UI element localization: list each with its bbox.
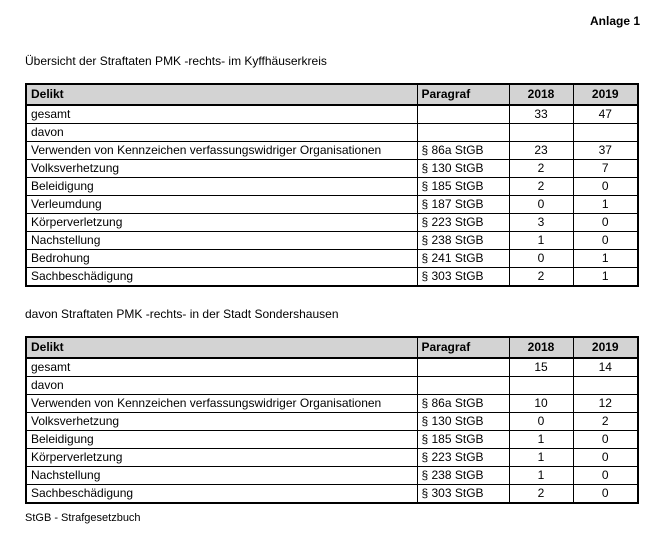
table-header [26,337,638,358]
annex-label: Anlage 1 [589,14,640,28]
table-cell: 0 [573,449,638,467]
header-row [26,337,638,358]
table-cell: 1 [509,232,573,250]
table-cell: § 223 StGB [417,449,509,467]
table-cell: 14 [573,358,638,377]
table-cell: § 223 StGB [417,214,509,232]
table-cell: § 130 StGB [417,413,509,431]
table-cell: Verwenden von Kennzeichen verfassungswidriger Organisationen [26,395,417,413]
table-cell: 0 [573,431,638,449]
table-cell: 0 [509,250,573,268]
table-row [26,160,638,178]
table-cell: § 185 StGB [417,431,509,449]
table-row [26,105,638,124]
table-cell [573,377,638,395]
table-body [26,358,638,503]
table-title-kyffhaeuserkreis: Übersicht der Straftaten PMK -rechts- im Kyffhäuserkreis [25,54,327,68]
table-cell: Bedrohung [26,250,417,268]
column-header: 2018 [509,84,573,105]
table-row [26,196,638,214]
table-cell: Körperverletzung [26,214,417,232]
table-cell: 10 [509,395,573,413]
column-header: Paragraf [417,337,509,358]
table-cell: § 86a StGB [417,142,509,160]
table-cell [417,105,509,124]
table-cell: 1 [509,467,573,485]
table-cell: 47 [573,105,638,124]
table-row [26,413,638,431]
table-cell: Nachstellung [26,467,417,485]
table-cell: 0 [573,467,638,485]
table-cell [573,124,638,142]
table-cell: 37 [573,142,638,160]
table-row [26,449,638,467]
column-header: Paragraf [417,84,509,105]
table-cell: 2 [573,413,638,431]
crime-table-kyffhaeuserkreis [25,83,639,287]
table-cell: 0 [573,485,638,504]
table-cell: Beleidigung [26,431,417,449]
table-cell [509,124,573,142]
table-cell: 0 [573,178,638,196]
table-cell: 0 [509,196,573,214]
table-cell: § 185 StGB [417,178,509,196]
table-row [26,268,638,287]
table-cell: davon [26,377,417,395]
table-cell: 23 [509,142,573,160]
table-cell: 0 [573,214,638,232]
table-cell: gesamt [26,358,417,377]
table-cell: Verleumdung [26,196,417,214]
table-row [26,431,638,449]
crime-table-sondershausen [25,336,639,504]
table-cell: Verwenden von Kennzeichen verfassungswidriger Organisationen [26,142,417,160]
table-cell: Beleidigung [26,178,417,196]
table-cell: § 303 StGB [417,485,509,504]
table-cell: 2 [509,485,573,504]
table-body [26,105,638,286]
table-row [26,178,638,196]
table-cell: Sachbeschädigung [26,485,417,504]
column-header: 2018 [509,337,573,358]
table-header [26,84,638,105]
table-cell: 0 [573,232,638,250]
table-cell: gesamt [26,105,417,124]
table-cell: Volksverhetzung [26,413,417,431]
table-row [26,485,638,504]
table-cell: Nachstellung [26,232,417,250]
table-cell: Sachbeschädigung [26,268,417,287]
table-cell: § 238 StGB [417,232,509,250]
table-row [26,142,638,160]
table-row [26,124,638,142]
table-cell: 1 [573,268,638,287]
column-header: Delikt [26,84,417,105]
table-cell: § 130 StGB [417,160,509,178]
table-cell: § 86a StGB [417,395,509,413]
table-row [26,395,638,413]
table-cell [417,377,509,395]
table-cell: 2 [509,160,573,178]
table-cell: 1 [509,431,573,449]
table-cell: 1 [573,250,638,268]
table-cell: Körperverletzung [26,449,417,467]
table-cell: § 238 StGB [417,467,509,485]
table-cell: 1 [509,449,573,467]
header-row [26,84,638,105]
table-row [26,214,638,232]
table-cell: 33 [509,105,573,124]
table-cell: 0 [509,413,573,431]
column-header: 2019 [573,337,638,358]
column-header: 2019 [573,84,638,105]
table-cell: 2 [509,268,573,287]
footnote-stgb: StGB - Strafgesetzbuch [25,512,141,524]
table-cell: davon [26,124,417,142]
table-row [26,232,638,250]
table-cell: 2 [509,178,573,196]
table-cell: § 241 StGB [417,250,509,268]
table-row [26,377,638,395]
table-cell [417,358,509,377]
table-row [26,358,638,377]
table-cell: 3 [509,214,573,232]
table-cell: 15 [509,358,573,377]
table-cell: § 187 StGB [417,196,509,214]
table-cell: 12 [573,395,638,413]
table-cell [509,377,573,395]
table-cell: § 303 StGB [417,268,509,287]
table-cell: 7 [573,160,638,178]
table-row [26,250,638,268]
column-header: Delikt [26,337,417,358]
table-cell: Volksverhetzung [26,160,417,178]
table-cell: 1 [573,196,638,214]
table-row [26,467,638,485]
table-title-sondershausen: davon Straftaten PMK -rechts- in der Stadt Sondershausen [25,307,339,321]
table-cell [417,124,509,142]
